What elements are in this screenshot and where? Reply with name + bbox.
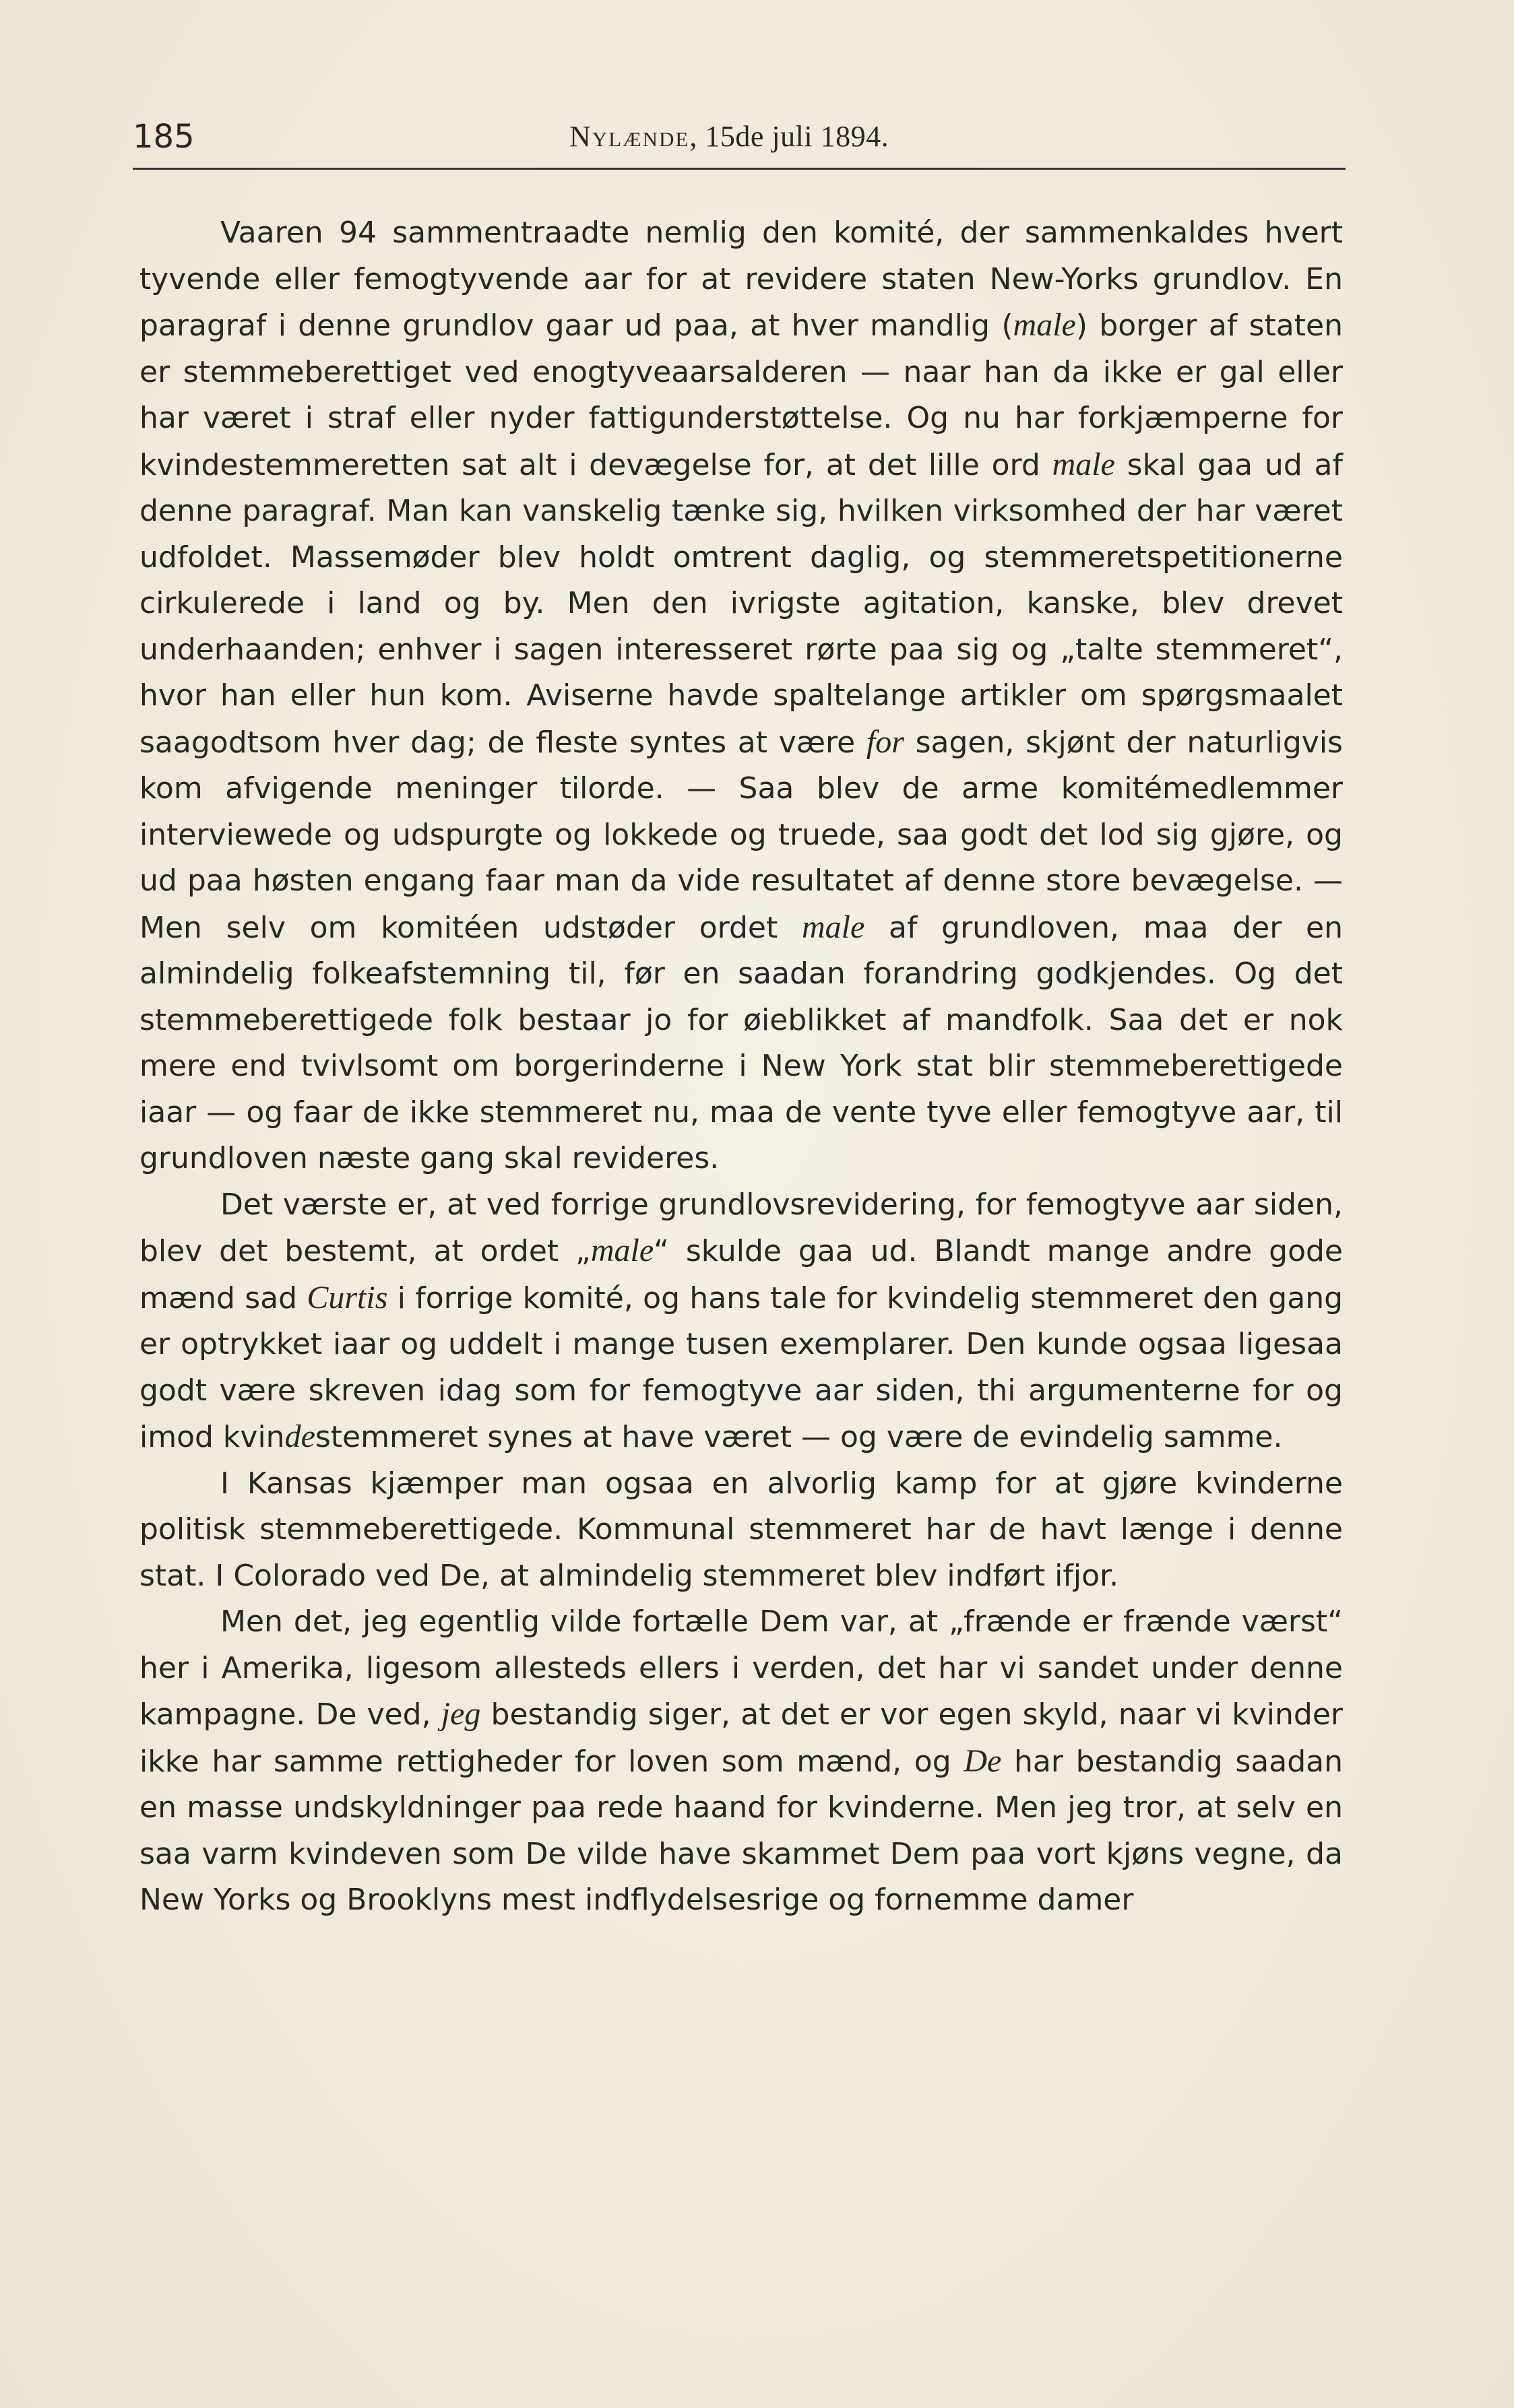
- text-run: i forrige komité, og hans tale for kvindelig stemmeret den gang er optrykket iaar og uddelt i mange tusen exemplarer. Den kunde ogsaa ligesaa godt være skreven idag som for femogtyve aar siden, thi argumenterne for og imod kvin: [139, 1280, 1344, 1454]
- text-run: har bestandig saadan en masse undskyldninger paa rede haand for kvinderne. Men jeg tror, at selv en saa varm kvindeven som De vilde have skammet Dem paa vort kjøns vegne, da New Yorks og Brooklyns mest indflydelsesrige og fornemme damer: [139, 1744, 1343, 1917]
- text-run: Men det, jeg egentlig vilde fortælle Dem var, at „frænde er frænde værst“ her i Amerika, ligesom allesteds ellers i verden, det har vi sandet under denne kampagne. De ved,: [139, 1604, 1343, 1732]
- text-run: Vaaren 94 sammentraadte nemlig den komité, der sammenkaldes hvert tyvende eller femogtyvende aar for at revidere staten New-Yorks grundlov. En paragraf i denne grundlov gaar ud paa, at hver mandlig (: [139, 216, 1343, 343]
- text-run: af grundloven, maa der en almindelig folkeafstemning til, før en saadan forandring godkjendes. Og det stemmeberettigede folk bestaar jo for øieblikket af mandfolk. Saa det er nok mere end tvivlsomt om borgerinderne i New York stat blir stemmeberettigede iaar — og faar de ikke stemmeret nu, maa de vente tyve eller femogtyve aar, til grundloven næste gang skal revideres.: [139, 910, 1343, 1175]
- text-run: I Kansas kjæmper man ogsaa en alvorlig kamp for at gjøre kvinderne politisk stemmeberettigede. Kommunal stemmeret har de havt længe i denne stat. I Colorado ved De, at almindelig stemmeret blev indført ifjor.: [139, 1466, 1343, 1593]
- page-header: [133, 113, 1346, 160]
- text-run: sagen, skjønt der naturligvis kom afvigende meninger tilorde. — Saa blev de arme komitémedlemmer interviewede og udspurgte og lokkede og truede, saa godt det lod sig gjøre, og ud paa høsten engang faar man da vide resultatet af denne store bevægelse. — Men selv om komitéen udstøder ordet: [139, 725, 1343, 945]
- italic-run: jeg: [441, 1696, 481, 1732]
- italic-run: male: [1013, 307, 1076, 343]
- text-run: skal gaa ud af denne paragraf. Man kan vanskelig tænke sig, hvilken virksomhed der har været udfoldet. Massemøder blev holdt omtrent daglig, og stemmeretspetitionerne cirkulerede i land og by. Men den ivrigste agitation, kanske, blev drevet underhaanden; enhver i sagen interesseret rørte paa sig og „talte stemmeret“, hvor han eller hun kom. Aviserne havde spaltelange artikler om spørgsmaalet saagodtsom hver dag; de fleste syntes at være: [139, 447, 1343, 760]
- paragraph-1: [139, 210, 1343, 1182]
- issue-date: , 15de juli 1894.: [689, 120, 889, 153]
- text-run: stemmeret synes at have været — og være de evindelig samme.: [315, 1420, 1283, 1454]
- italic-run: male: [590, 1233, 654, 1268]
- paragraph-3: [139, 1461, 1343, 1600]
- text-run: “ skulde gaa ud. Blandt mange andre gode mænd sad: [139, 1234, 1344, 1315]
- italic-run: male: [801, 909, 865, 945]
- page-number: 185: [133, 118, 195, 156]
- paragraph-4: [139, 1599, 1343, 1924]
- italic-run: for: [866, 723, 904, 760]
- text-run: Det værste er, at ved forrige grundlovsrevidering, for femogtyve aar siden, blev det bestemt, at ordet „: [139, 1187, 1343, 1268]
- article-body: [139, 210, 1343, 1924]
- text-run: bestandig siger, at det er vor egen skyld, naar vi kvinder ikke har samme rettigheder for loven som mænd, og: [139, 1697, 1343, 1779]
- italic-run: male: [1052, 446, 1115, 482]
- paragraph-2: [139, 1182, 1343, 1461]
- journal-title: Nylænde: [569, 120, 690, 153]
- italic-run: Curtis: [307, 1279, 388, 1315]
- text-run: ) borger af staten er stemmeberettiget ved enogtyveaarsalderen — naar han da ikke er gal eller har været i straf eller nyder fattigunderstøttelse. Og nu har forkjæmperne for kvindestemmeretten sat alt i devægelse for, at det lille ord: [139, 308, 1343, 482]
- italic-run: de: [284, 1419, 315, 1454]
- italic-run: De: [964, 1743, 1002, 1779]
- running-head: [569, 113, 889, 160]
- header-rule: [133, 168, 1346, 170]
